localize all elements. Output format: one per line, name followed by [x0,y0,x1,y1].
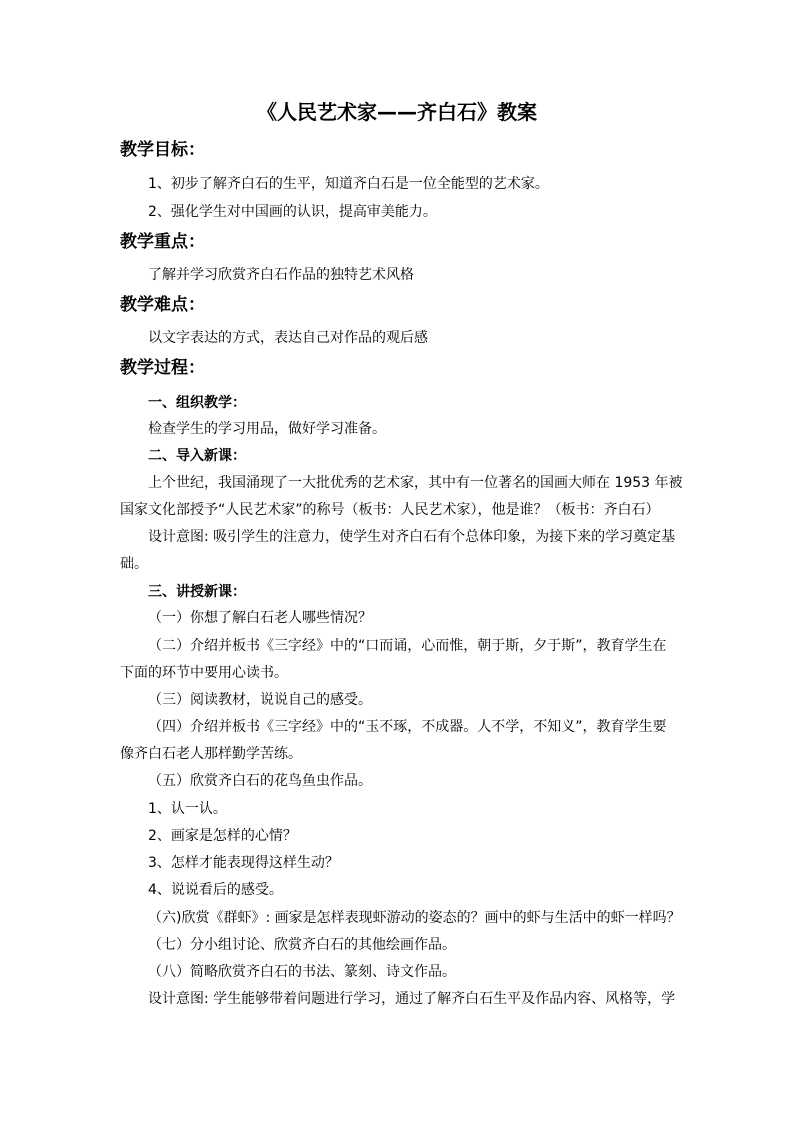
section-3-line: 像齐白石老人那样勤学苦练。 [120,746,302,762]
difficulties-heading: 教学难点： [120,295,205,315]
section-1-line: 检查学生的学习用品，做好学习准备。 [148,421,386,437]
section-3-line: 下面的环节中要用心读书。 [120,665,288,681]
section-2-line: 上个世纪，我国涌现了一大批优秀的艺术家，其中有一位著名的国画大师在 1953 年被 [148,475,683,491]
section-3-line: （五）欣赏齐白石的花鸟鱼虫作品。 [148,773,372,789]
objectives-heading: 教学目标： [120,140,205,160]
section-2-line: 设计意图: 吸引学生的注意力，使学生对齐白石有个总体印象，为接下来的学习奠定基 [148,529,676,545]
objective-item-1: 1、初步了解齐白石的生平，知道齐白石是一位全能型的艺术家。 [148,176,549,192]
section-3-line: （三）阅读教材，说说自己的感受。 [148,692,372,708]
section-3-line: （八）简略欣赏齐白石的书法、篆刻、诗文作品。 [148,964,456,980]
section-2-title: 二、导入新课： [148,448,246,464]
objective-item-2: 2、强化学生对中国画的认识，提高审美能力。 [148,204,437,220]
section-2-line: 国家文化部授予“人民艺术家”的称号（板书：人民艺术家），他是谁？（板书：齐白石） [120,502,660,518]
section-3-line: 1、认一认。 [148,801,227,817]
section-3-line: （一）你想了解白石老人哪些情况？ [148,610,372,626]
difficulties-text: 以文字表达的方式，表达自己对作品的观后感 [148,330,428,346]
section-3-line: 3、怎样才能表现得这样生动？ [148,855,339,871]
section-3-line: （六)欣赏《群虾》: 画家是怎样表现虾游动的姿态的？画中的虾与生活中的虾一样吗？ [148,910,681,926]
section-3-line: 2、画家是怎样的心情？ [148,828,297,844]
key-points-heading: 教学重点： [120,232,205,252]
section-3-line: （七）分小组讨论、欣赏齐白石的其他绘画作品。 [148,937,456,953]
key-points-text: 了解并学习欣赏齐白石作品的独特艺术风格 [148,267,414,283]
section-3-line: 4、说说看后的感受。 [148,882,283,898]
document-title: 《人民艺术家——齐白石》教案 [257,100,537,124]
section-3-title: 三、讲授新课： [148,584,246,600]
process-heading: 教学过程： [120,358,205,378]
section-1-title: 一、组织教学： [148,395,246,411]
section-3-line: 设计意图: 学生能够带着问题进行学习，通过了解齐白石生平及作品内容、风格等，学 [148,991,676,1007]
section-2-line: 础。 [120,556,148,572]
section-3-line: （四）介绍并板书《三字经》中的“玉不琢，不成器。人不学，不知义”，教育学生要 [148,719,667,735]
section-3-line: （二）介绍并板书《三字经》中的“口而诵，心而惟，朝于斯，夕于斯”，教育学生在 [148,638,667,654]
